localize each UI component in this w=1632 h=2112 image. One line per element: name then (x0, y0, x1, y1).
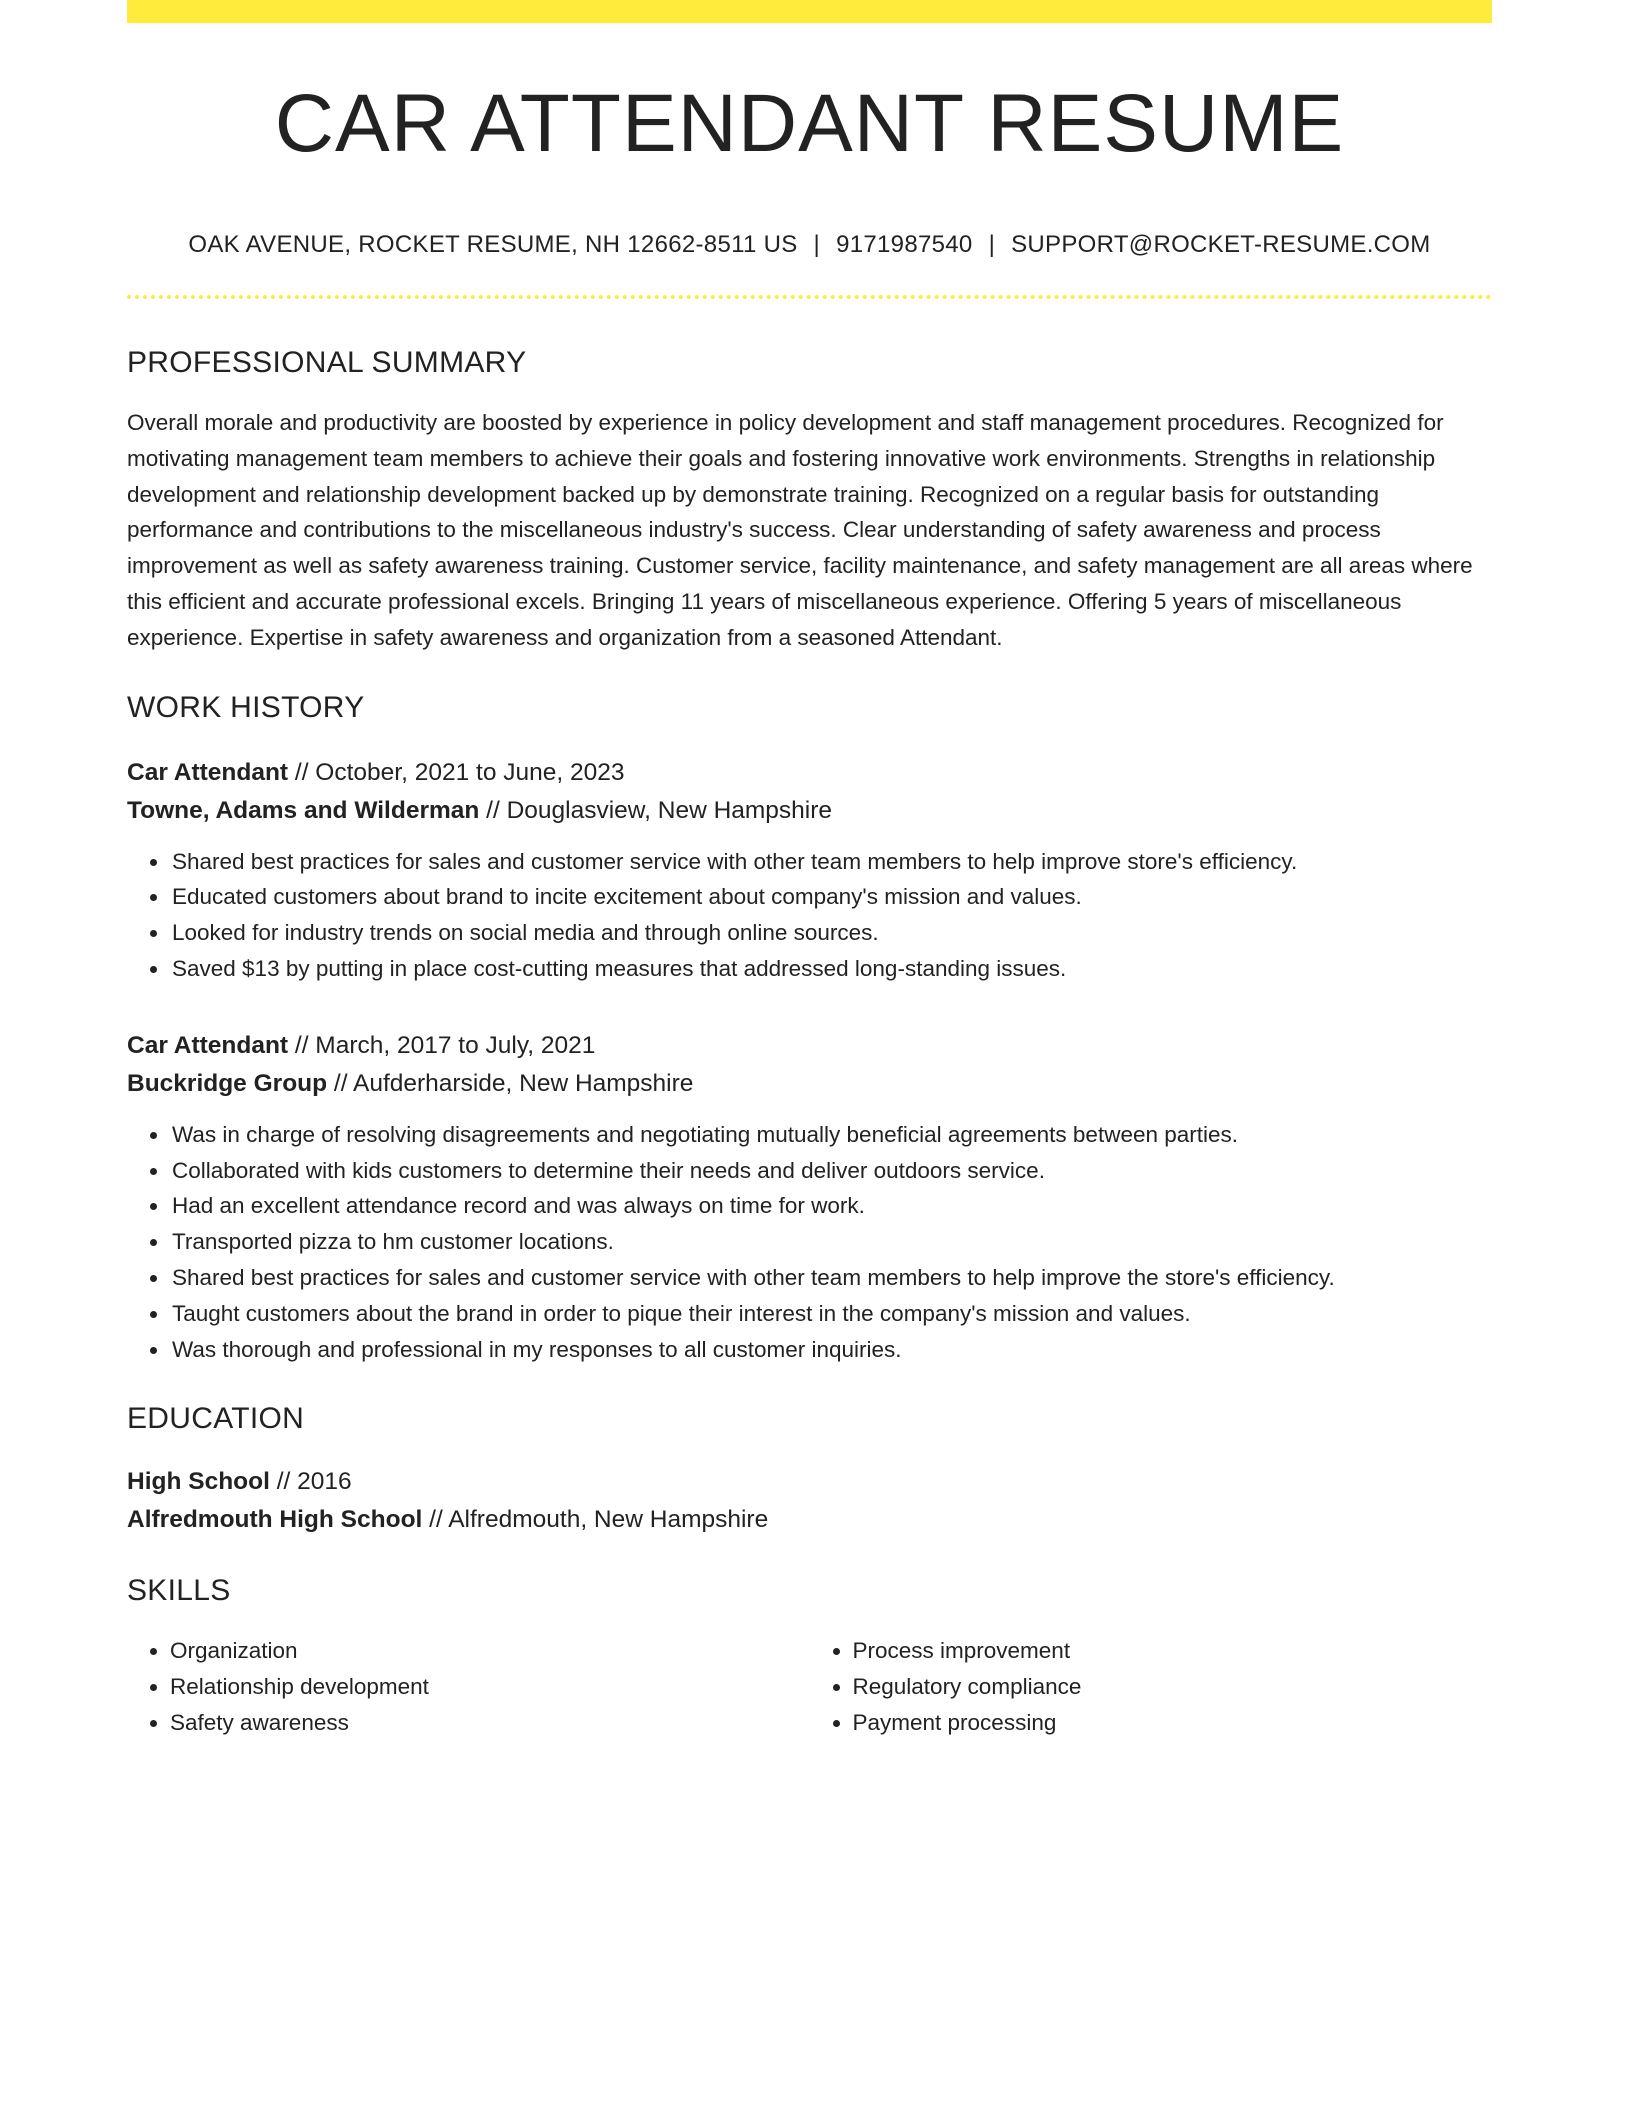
summary-heading: PROFESSIONAL SUMMARY (127, 346, 527, 379)
job-location: // Aufderharside, New Hampshire (327, 1069, 694, 1097)
education-heading: EDUCATION (127, 1402, 305, 1436)
contact-email: SUPPORT@ROCKET-RESUME.COM (1011, 231, 1431, 258)
skill-item: • Organization (170, 1633, 810, 1669)
skills-section (127, 1573, 1492, 1740)
education-location: // Alfredmouth, New Hampshire (422, 1506, 769, 1534)
job-location: // Douglasview, New Hampshire (479, 796, 833, 824)
job-bullets (127, 844, 1492, 987)
job-bullet: • Educated customers about brand to incite excitement about company's mission and values. (170, 879, 1492, 915)
job-dates: // October, 2021 to June, 2023 (288, 758, 625, 786)
skill-item: • Regulatory compliance (853, 1669, 1493, 1705)
education-degree: High School (127, 1468, 270, 1496)
education-year: // 2016 (269, 1468, 352, 1496)
education-section (127, 1401, 1492, 1539)
contact-separator: | (988, 231, 996, 258)
job-bullet: • Collaborated with kids customers to determine their needs and deliver outdoors service. (170, 1153, 1492, 1189)
contact-phone: 9171987540 (836, 231, 973, 258)
job-company: Buckridge Group (127, 1069, 328, 1097)
skills-column-left (127, 1633, 810, 1740)
education-entry (127, 1463, 1492, 1539)
job-title-line (127, 1027, 1492, 1065)
job-bullet: • Had an excellent attendance record and was always on time for work. (170, 1188, 1492, 1224)
job-bullet: • Saved $13 by putting in place cost-cutting measures that addressed long-standing issues. (170, 951, 1492, 987)
skill-item: • Relationship development (170, 1669, 810, 1705)
resume-page (127, 0, 1492, 1741)
job-bullet: • Taught customers about the brand in order to pique their interest in the company's mission and values. (170, 1296, 1492, 1332)
job-bullet: • Shared best practices for sales and customer service with other team members to help improve the store's efficiency. (170, 1260, 1492, 1296)
work-history-heading: WORK HISTORY (127, 690, 365, 724)
job-title-line (127, 754, 1492, 792)
job-company-line (127, 1065, 1492, 1103)
job-bullets (127, 1117, 1492, 1368)
skills-heading: SKILLS (127, 1574, 231, 1608)
accent-top-bar (127, 0, 1492, 23)
skills-column-right (810, 1633, 1493, 1740)
job-entry (127, 754, 1492, 987)
summary-section (127, 345, 1492, 656)
job-bullet: • Shared best practices for sales and customer service with other team members to help improve store's efficiency. (170, 844, 1492, 880)
job-title: Car Attendant (127, 1031, 289, 1059)
dotted-divider (127, 295, 1492, 299)
education-school: Alfredmouth High School (127, 1506, 423, 1534)
job-company-line (127, 792, 1492, 830)
contact-separator: | (813, 231, 821, 258)
work-history-section (127, 690, 1492, 1368)
job-entry (127, 1027, 1492, 1368)
skills-grid (127, 1633, 1492, 1740)
job-bullet: • Transported pizza to hm customer locations. (170, 1224, 1492, 1260)
job-title: Car Attendant (127, 758, 289, 786)
job-bullet: • Was in charge of resolving disagreements and negotiating mutually beneficial agreements between parties. (170, 1117, 1492, 1153)
summary-text: Overall morale and productivity are boosted by experience in policy development and staff management procedures. Recognized for motivating management team members to achieve their goals and fostering innovative work environments. Strengths in relationship development and relationship development backed up by demonstrate training. Recognized on a regular basis for outstanding performance and contributions to the miscellaneous industry's success. Clear understanding of safety awareness and process improvement as well as safety awareness training. Customer service, facility maintenance, and safety management are all areas where this efficient and accurate professional excels. Bringing 11 years of miscellaneous experience. Offering 5 years of miscellaneous experience. Expertise in safety awareness and organization from a seasoned Attendant. (127, 410, 1473, 650)
skill-item: • Safety awareness (170, 1705, 810, 1741)
job-bullet: • Was thorough and professional in my responses to all customer inquiries. (170, 1332, 1492, 1368)
skill-item: • Process improvement (853, 1633, 1493, 1669)
education-degree-line (127, 1463, 1492, 1501)
skill-item: • Payment processing (853, 1705, 1493, 1741)
job-dates: // March, 2017 to July, 2021 (288, 1031, 596, 1059)
job-company: Towne, Adams and Wilderman (127, 796, 480, 824)
contact-address: OAK AVENUE, ROCKET RESUME, NH 12662-8511 US (188, 231, 798, 258)
job-bullet: • Looked for industry trends on social media and through online sources. (170, 915, 1492, 951)
contact-line (127, 231, 1492, 259)
resume-title: CAR ATTENDANT RESUME (274, 78, 1345, 169)
education-school-line (127, 1501, 1492, 1539)
